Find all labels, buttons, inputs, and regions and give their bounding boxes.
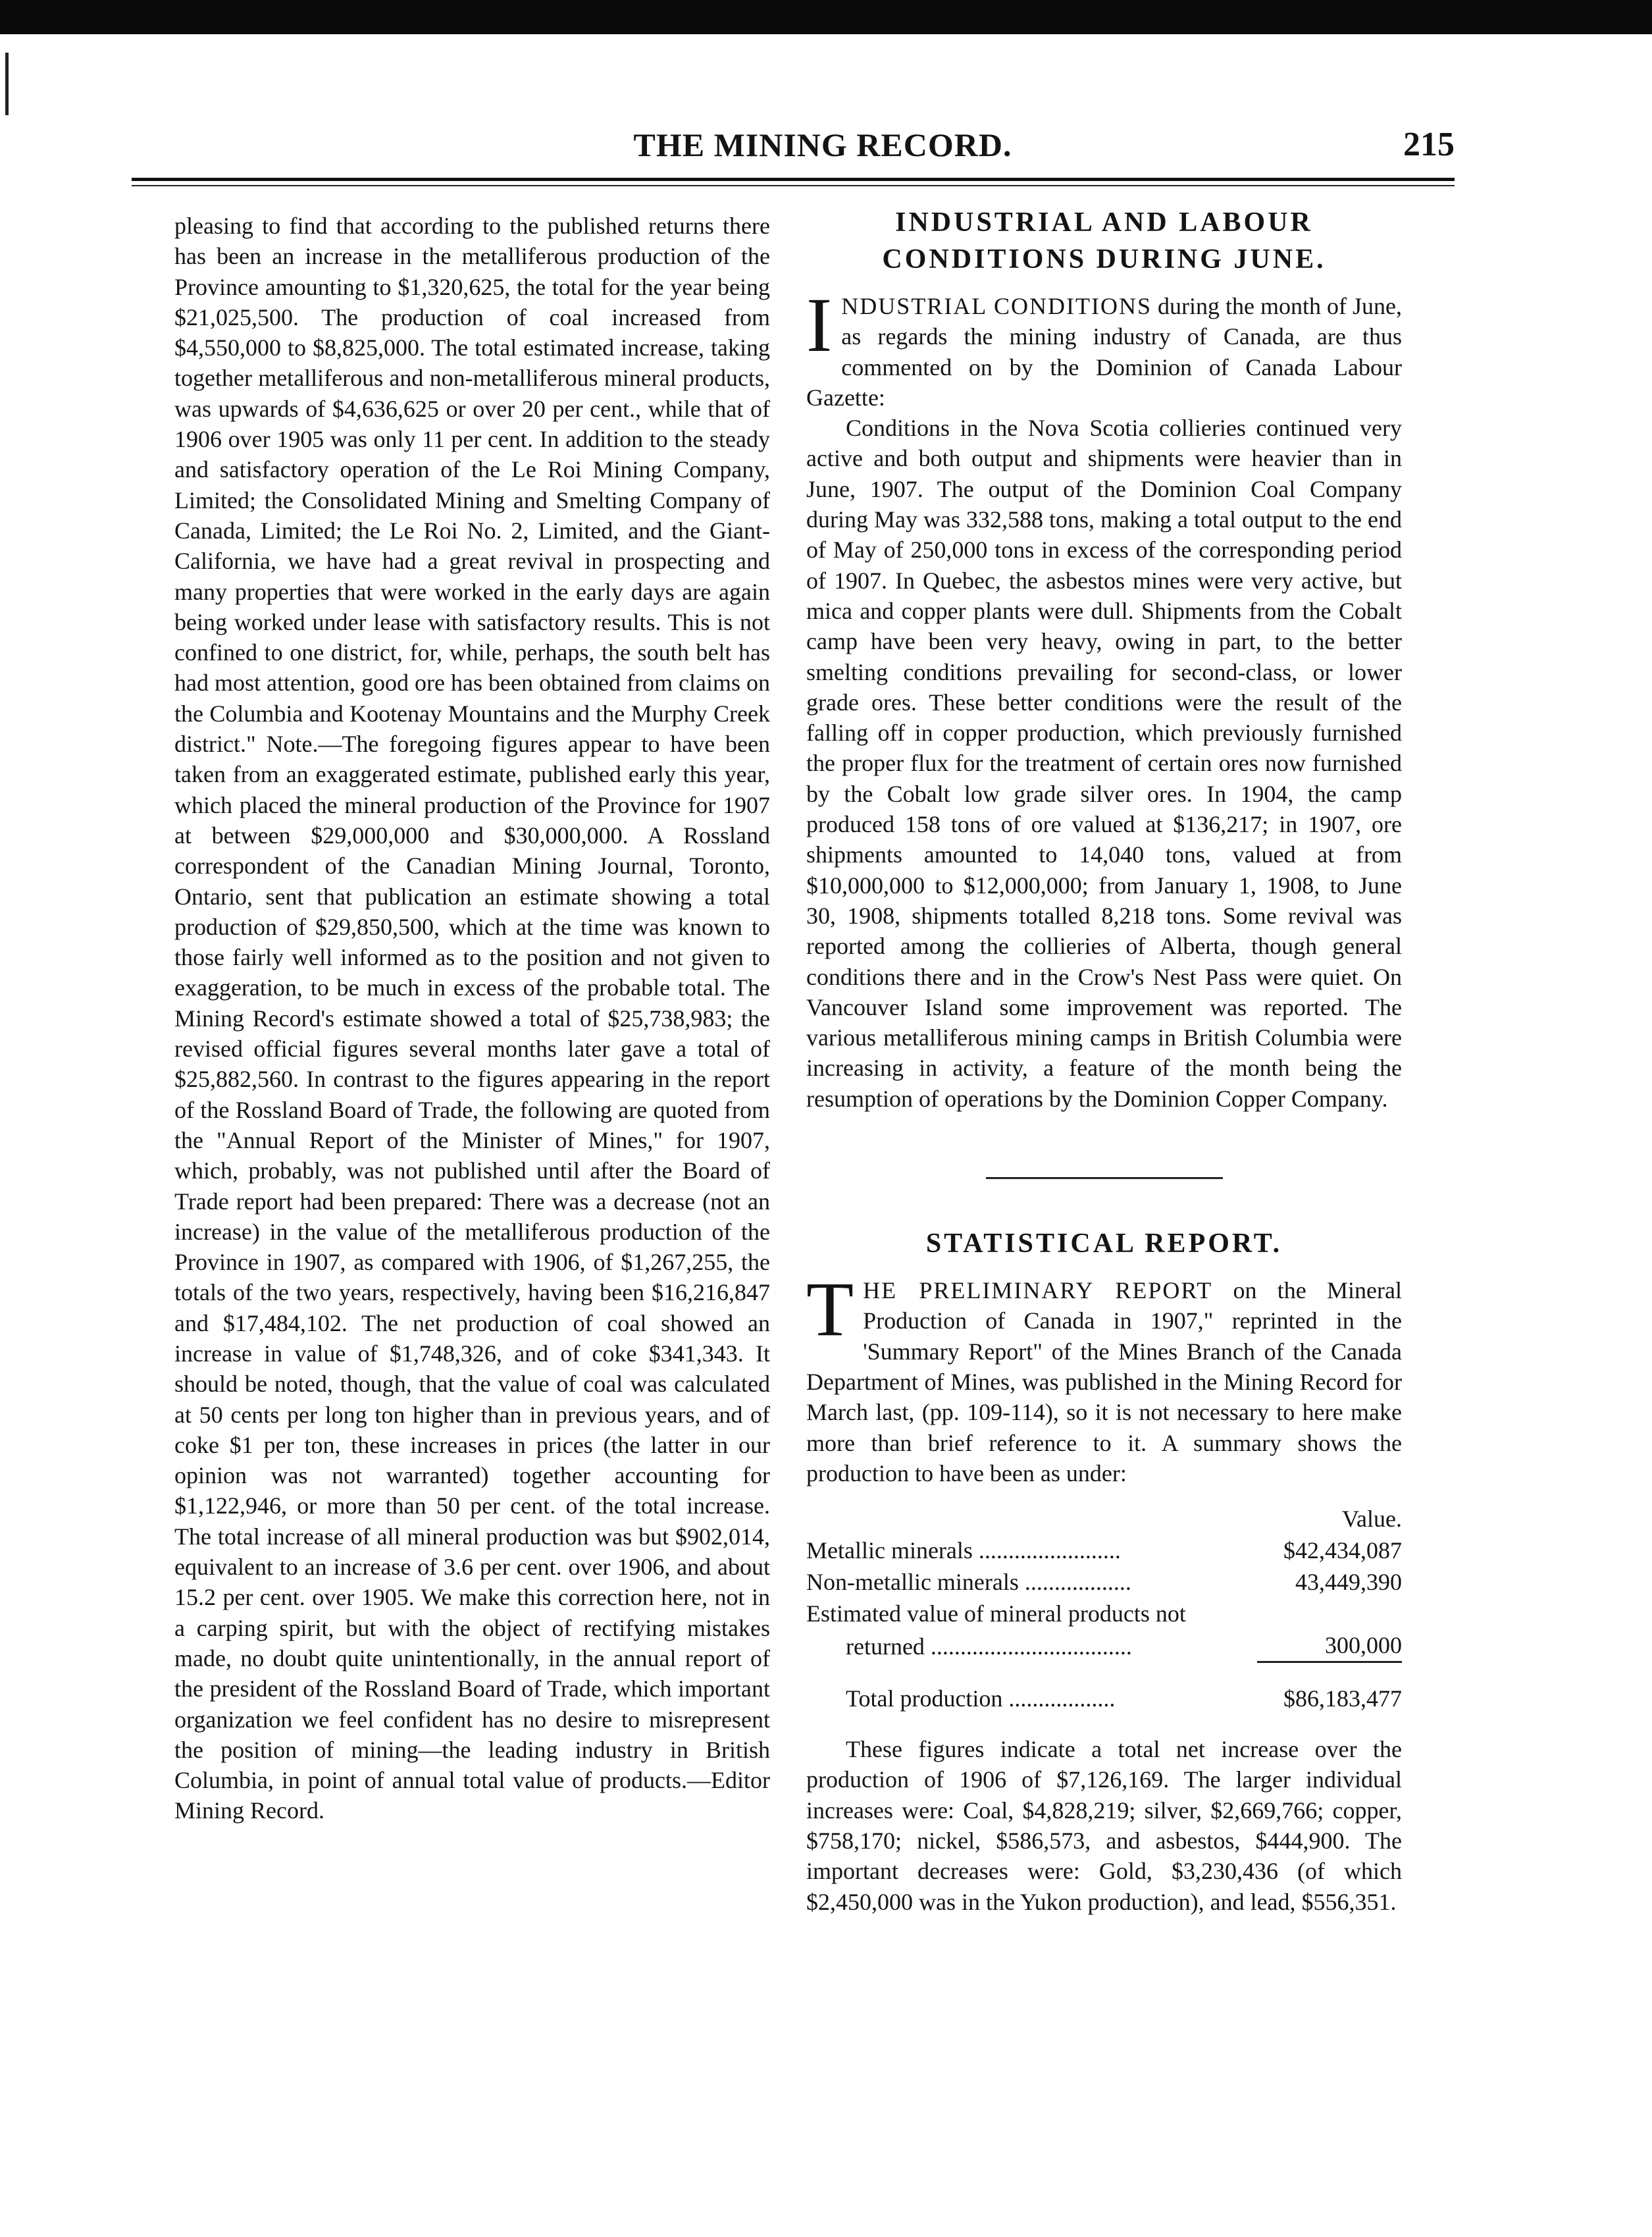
row-value: 43,449,390 xyxy=(1295,1569,1402,1596)
page-number: 215 xyxy=(1403,126,1455,163)
row-label: Estimated value of mineral products not xyxy=(806,1600,1186,1627)
table-row xyxy=(806,1535,1402,1566)
page-top-edge xyxy=(0,0,1652,34)
industrial-section-heading: INDUSTRIAL AND LABOUR CONDITIONS DURING JUNE. xyxy=(882,207,1326,275)
row-label: returned .................................. xyxy=(846,1633,1132,1660)
statistical-lead-smallcaps: HE PRELIMINARY REPORT xyxy=(863,1277,1213,1304)
table-row xyxy=(806,1598,1402,1629)
industrial-lead-paragraph xyxy=(806,282,1402,413)
total-label: Total production .................. xyxy=(846,1685,1116,1712)
right-column xyxy=(806,204,1402,1917)
statistical-lead-paragraph xyxy=(806,1266,1402,1488)
industrial-lead-smallcaps: NDUSTRIAL CONDITIONS xyxy=(841,293,1152,319)
row-label: Metallic minerals ........................ xyxy=(806,1537,1121,1564)
table-total-row xyxy=(806,1662,1402,1735)
page-margin-mark xyxy=(5,53,9,115)
header-rule xyxy=(132,178,1455,181)
left-column xyxy=(174,211,770,1826)
value-column-header: Value. xyxy=(1342,1506,1402,1533)
total-value: $86,183,477 xyxy=(1257,1662,1402,1735)
statistical-drop-cap: T xyxy=(806,1266,854,1353)
row-value: $42,434,087 xyxy=(1283,1537,1402,1564)
running-header xyxy=(132,118,1455,171)
editorial-continuation-paragraph: pleasing to find that according to the published returns there has been an increase in the metalliferous production of the Province amounting to $1,320,625, the total for the year being $21,025,500. The production of coal increased from $4,550,000 to $8,825,000. The total estimated increase, taking together metalliferous and non-metalliferous mineral products, was upwards of $4,636,625 or over 20 per cent., while that of 1906 over 1905 was only 11 per cent. In addition to the steady and satisfactory operation of the Le Roi Mining Company, Limited; the Consolidated Mining and Smelting Company of Canada, Limited; the Le Roi No. 2, Limited, and the Giant-California, we have had a great revival in prospecting and many properties that were worked in the early days are again being worked under lease with satisfactory results. This is not confined to one district, for, while, perhaps, the south belt has had most attention, good ore has been obtained from claims on the Columbia and Kootenay Mountains and the Murphy Creek district." Note.—The foregoing figures appear to have been taken from an exaggerated estimate, published early this year, which placed the mineral production of the Province for 1907 at between $29,000,000 and $30,000,000. A Rossland correspondent of the Canadian Mining Journal, Toronto, Ontario, sent that publication an estimate showing a total production of $29,850,500, which at the time was known to those fairly well informed as to the position and not given to exaggeration, to be much in excess of the probable total. The Mining Record's estimate showed a total of $25,738,983; the revised official figures several months later gave a total of $25,882,560. In contrast to the figures appearing in the report of the Rossland Board of Trade, the following are quoted from the "Annual Report of the Minister of Mines," for 1907, which, probably, was not published until after the Board of Trade report had been prepared: There was a decrease (not an increase) in the value of the metalliferous production of the Province in 1907, as compared with 1906, of $1,267,255, the totals of the two years, respectively, having been $16,216,847 and $17,484,102. The net production of coal showed an increase in value of $1,748,326, and of coke $341,343. It should be noted, though, that the value of coal was calculated at 50 cents per long ton higher than in previous years, and of coke $1 per ton, these increases in prices (the latter in our opinion was not warranted) together accounting for $1,122,946, or more than 50 per cent. of the total increase. The total increase of all mineral production was but $902,014, equivalent to an increase of 3.6 per cent. over 1906, and about 15.2 per cent. over 1905. We make this correction here, not in a carping spirit, but with the object of rectifying mistakes made, no doubt quite unintentionally, in the annual report of the president of the Rossland Board of Trade, which important organization we feel confident has no desire to misrepresent the position of mining—the leading industry in British Columbia, in point of annual total value of products.—Editor Mining Record. xyxy=(174,213,770,1824)
production-summary-table xyxy=(806,1503,1402,1734)
row-label: Non-metallic minerals .................. xyxy=(806,1569,1131,1596)
statistical-closing-paragraph: These figures indicate a total net increase over the production of 1906 of $7,126,169. The larger individual increases were: Coal, $4,828,219; silver, $2,669,766; copper, $758,170; nickel, $586,573, and asbestos, $444,900. The important decreases were: Gold, $3,230,436 (of which $2,450,000 was in the Yukon production), and lead, $556,351. xyxy=(806,1736,1402,1915)
table-row xyxy=(806,1629,1402,1662)
table-row xyxy=(806,1566,1402,1598)
table-header-row xyxy=(806,1503,1402,1535)
publication-title: THE MINING RECORD. xyxy=(633,126,1012,163)
row-value: 300,000 xyxy=(1325,1632,1402,1659)
industrial-drop-cap: I xyxy=(806,282,833,368)
row-value xyxy=(1257,1598,1402,1629)
header-rule-thin xyxy=(132,185,1455,186)
statistical-lead-text: on the Mineral Production of Canada in 1907," reprinted in the 'Summary Report" of the Mines Branch of the Canada Department of Mines, was published in the Mining Record for March last, (pp. 109-114), so it is not necessary to here make more than brief reference to it. A summary shows the production to have been as under: xyxy=(806,1277,1402,1487)
industrial-lead-text: during the month of June, as regards the mining industry of Canada, are thus commented on by the Dominion of Canada Labour Gazette: xyxy=(806,293,1402,411)
statistical-section-heading: STATISTICAL REPORT. xyxy=(925,1228,1283,1259)
industrial-conditions-paragraph: Conditions in the Nova Scotia collieries continued very active and both output and shipments were heavier than in June, 1907. The output of the Dominion Coal Company during May was 332,588 tons, making a total output to the end of May of 250,000 tons in excess of the corresponding period of 1907. In Quebec, the asbestos mines were very active, but mica and copper plants were dull. Shipments from the Cobalt camp have been very heavy, owing in part, to the better smelting conditions prevailing for second-class, or lower grade ores. These better conditions were the result of the falling off in copper production, which previously furnished the proper flux for the treatment of certain ores now furnished by the Cobalt low grade silver ores. In 1904, the camp produced 158 tons of ore valued at $136,217; in 1907, ore shipments amounted to 14,040 tons, valued at from $10,000,000 to $12,000,000; from January 1, 1908, to June 30, 1908, shipments totalled 8,218 tons. Some revival was reported among the collieries of Alberta, though general conditions there and in the Crow's Nest Pass were quiet. On Vancouver Island some improvement was reported. The various metalliferous mining camps in British Columbia were increasing in activity, a feature of the month being the resumption of operations by the Dominion Copper Company. xyxy=(806,415,1402,1112)
section-divider xyxy=(986,1177,1223,1179)
